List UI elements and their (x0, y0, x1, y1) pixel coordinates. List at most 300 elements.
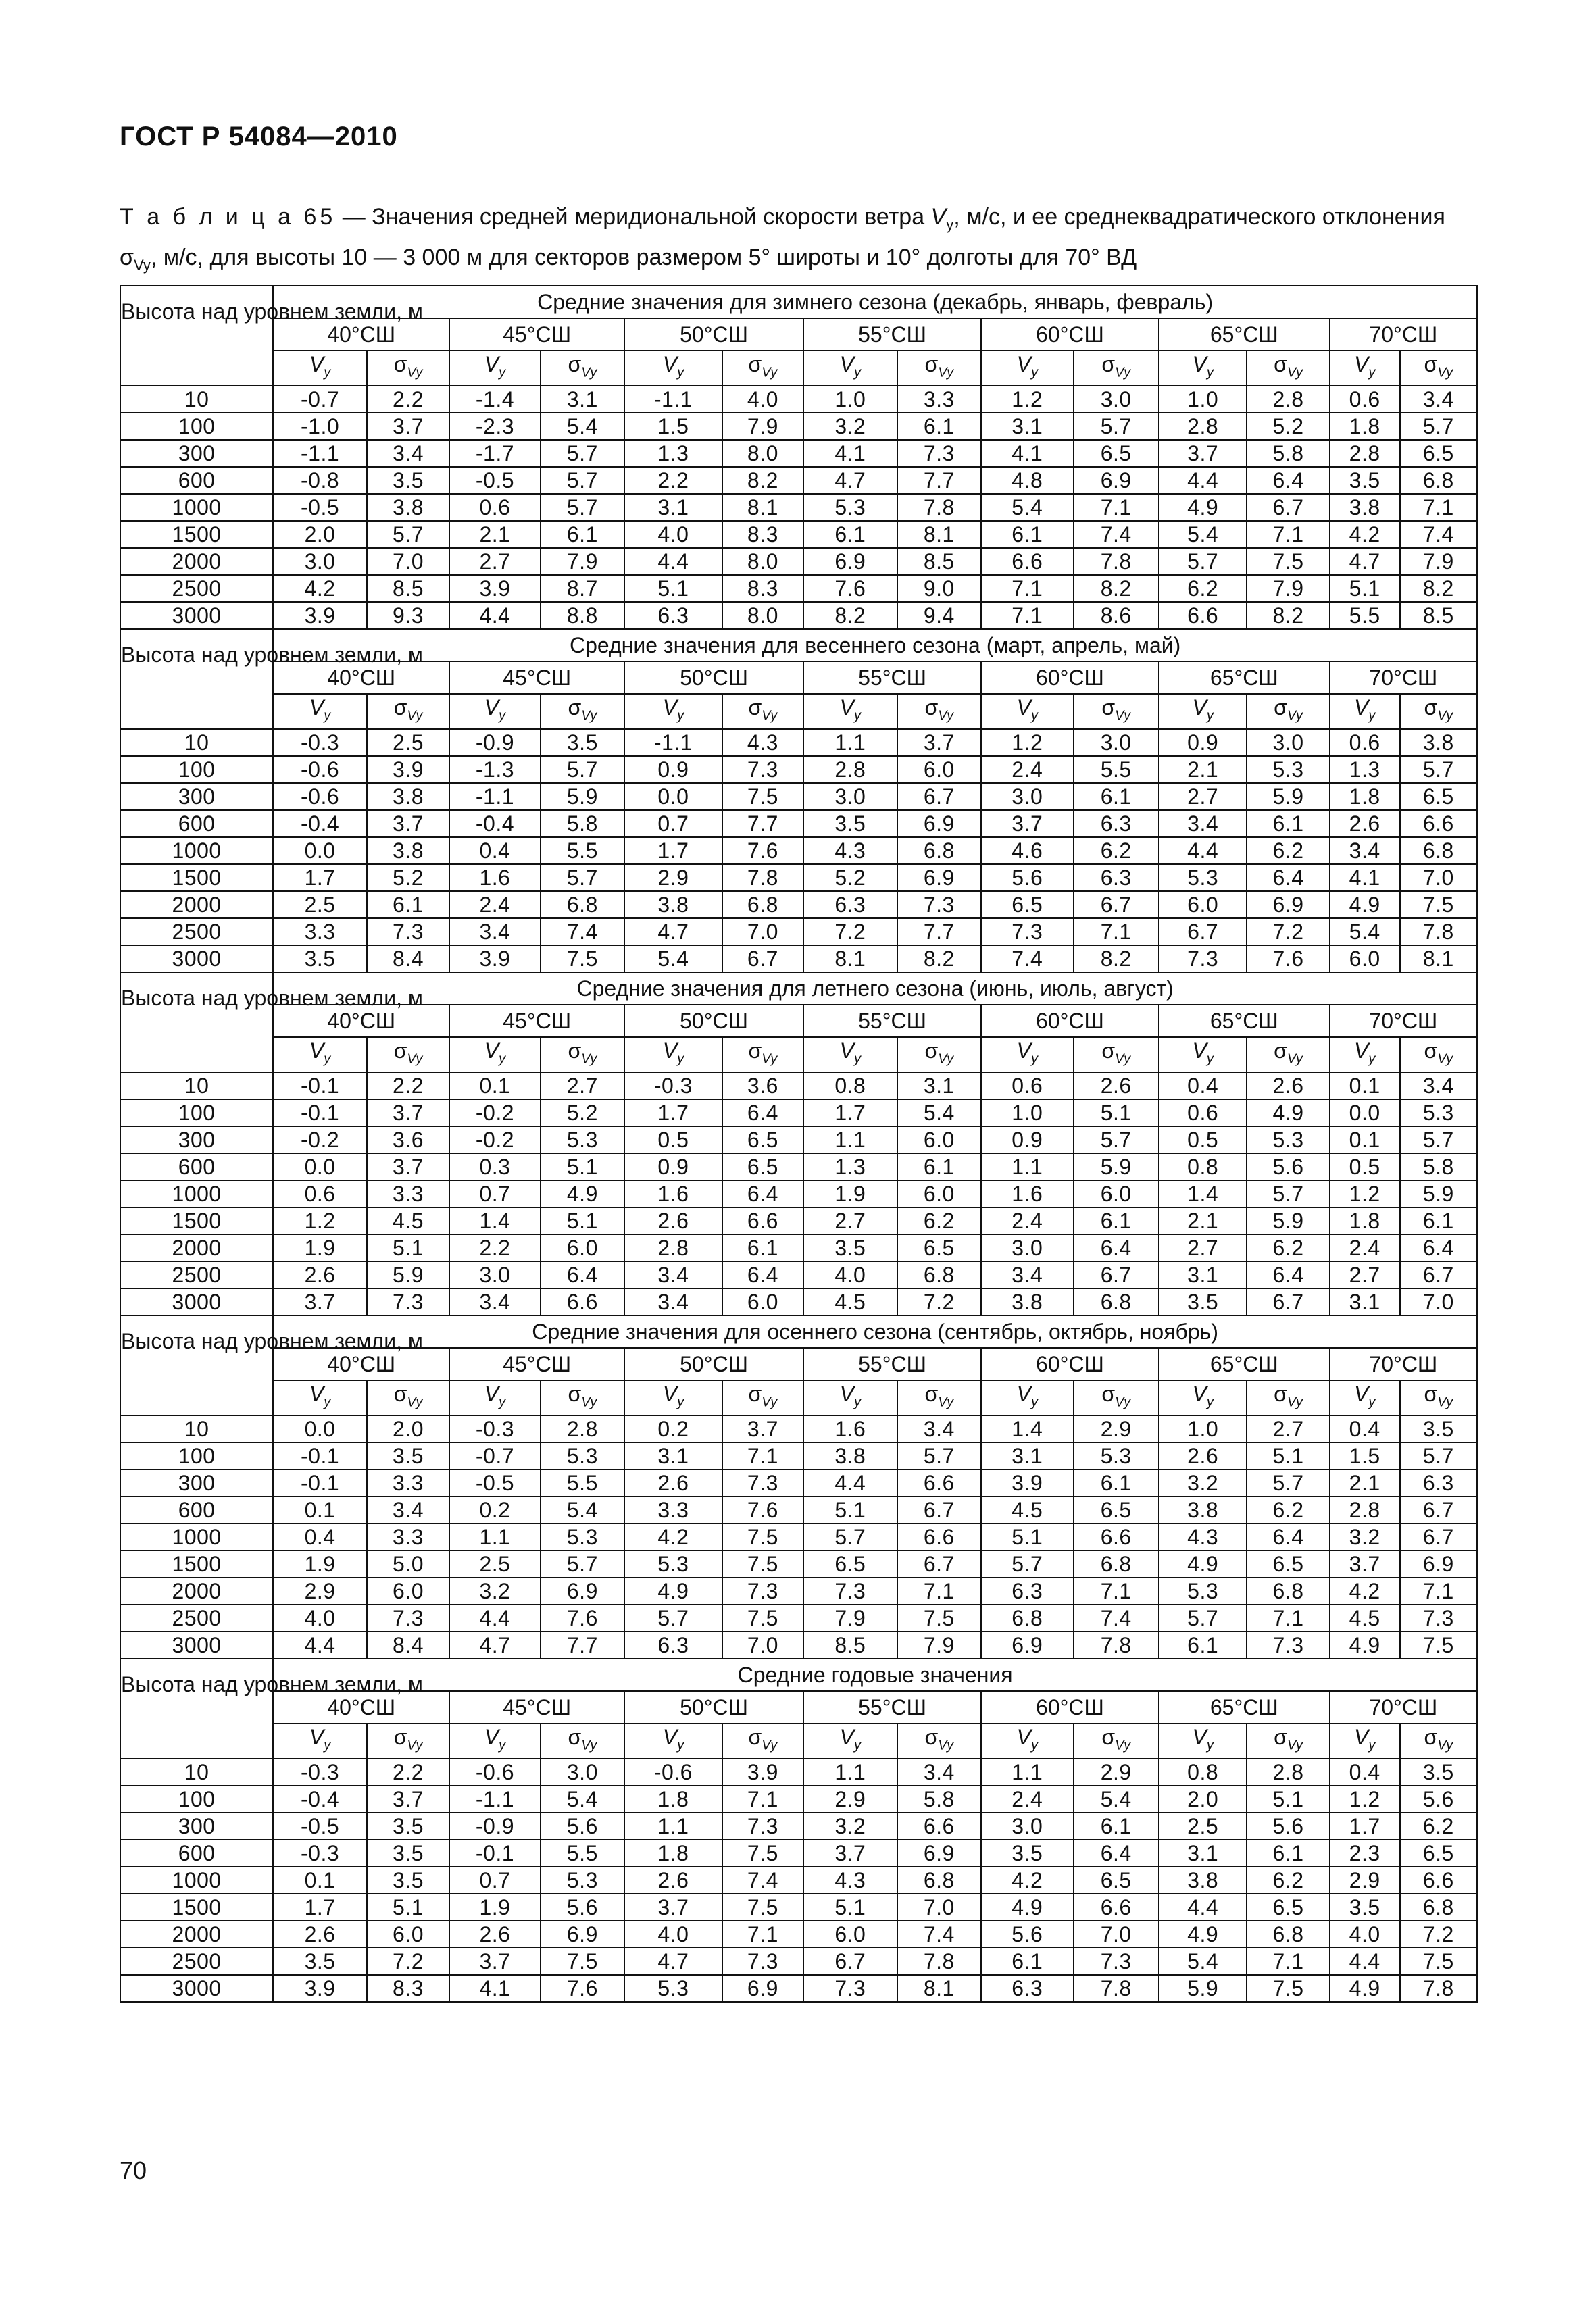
sigma-value-cell: 5.1 (367, 1234, 449, 1261)
sigma-symbol-subscript: Vy (1437, 365, 1453, 380)
sigma-symbol-header (722, 1037, 803, 1072)
v-symbol-header (273, 1380, 367, 1415)
sigma-value-cell: 3.0 (541, 1759, 624, 1786)
sigma-symbol-subscript: Vy (1115, 1394, 1131, 1410)
v-value-cell: 5.7 (624, 1605, 722, 1632)
sigma-symbol-subscript: Vy (581, 1051, 597, 1067)
sigma-value-cell: 6.3 (1074, 810, 1159, 837)
v-value-cell: -0.9 (449, 729, 541, 756)
v-value-cell: 4.9 (1330, 891, 1400, 918)
v-value-cell: 5.3 (1159, 864, 1247, 891)
v-value-cell: 5.5 (1330, 602, 1400, 629)
v-value-cell: 1.7 (803, 1099, 897, 1126)
v-value-cell: 3.0 (449, 1261, 541, 1288)
table-row (120, 783, 1477, 810)
sigma-value-cell: 9.0 (897, 575, 981, 602)
v-value-cell: 6.9 (803, 548, 897, 575)
sigma-value-cell: 3.3 (367, 1180, 449, 1207)
v-value-cell: 3.5 (981, 1840, 1074, 1867)
v-value-cell: 1.1 (981, 1759, 1074, 1786)
latitude-header: 50°СШ (624, 1005, 803, 1037)
v-value-cell: 6.6 (1159, 602, 1247, 629)
latitude-header: 45°СШ (449, 1691, 624, 1724)
sigma-symbol-header (1074, 1380, 1159, 1415)
v-value-cell: 1.2 (1330, 1786, 1400, 1813)
sigma-value-cell: 5.1 (1247, 1786, 1329, 1813)
table-row (120, 467, 1477, 494)
table-row (120, 1759, 1477, 1786)
v-value-cell: 4.4 (1159, 837, 1247, 864)
v-value-cell: 0.3 (449, 1153, 541, 1180)
sigma-value-cell: 7.8 (722, 864, 803, 891)
v-value-cell: -1.1 (449, 783, 541, 810)
height-cell: 300 (120, 440, 273, 467)
season-title-row (120, 1315, 1477, 1348)
sigma-symbol-subscript: Vy (938, 708, 954, 724)
sigma-value-cell: 6.8 (722, 891, 803, 918)
v-value-cell: 2.8 (1159, 413, 1247, 440)
sigma-value-cell: 6.3 (1074, 864, 1159, 891)
sigma-value-cell: 7.3 (722, 1469, 803, 1496)
v-value-cell: 0.6 (273, 1180, 367, 1207)
sigma-symbol: σ (393, 351, 407, 376)
sigma-value-cell: 5.7 (1400, 413, 1477, 440)
caption-text-1: — Значения средней меридиональной скорости ветра (336, 204, 931, 230)
v-symbol-header (1330, 1037, 1400, 1072)
sigma-value-cell: 5.5 (541, 1840, 624, 1867)
v-value-cell: 6.7 (803, 1948, 897, 1975)
v-value-cell: 0.1 (273, 1867, 367, 1894)
sigma-value-cell: 8.2 (722, 467, 803, 494)
sigma-value-cell: 5.7 (1400, 1442, 1477, 1469)
sigma-value-cell: 3.4 (367, 440, 449, 467)
sigma-value-cell: 6.0 (367, 1921, 449, 1948)
sigma-value-cell: 3.7 (722, 1415, 803, 1442)
sigma-value-cell: 6.4 (1400, 1234, 1477, 1261)
sigma-symbol: σ (924, 1724, 939, 1749)
sigma-symbol-subscript: Vy (581, 365, 597, 380)
latitude-header: 45°СШ (449, 318, 624, 351)
v-value-cell: 2.4 (981, 756, 1074, 783)
sigma-value-cell: 7.3 (897, 891, 981, 918)
v-value-cell: 3.1 (1330, 1288, 1400, 1315)
v-symbol-subscript: y (854, 365, 861, 380)
sigma-symbol-subscript: Vy (407, 365, 423, 380)
sigma-value-cell: 3.7 (367, 1099, 449, 1126)
v-value-cell: 0.7 (449, 1180, 541, 1207)
sigma-value-cell: 5.7 (1247, 1180, 1329, 1207)
height-cell: 1500 (120, 521, 273, 548)
v-symbol-subscript: y (499, 1738, 506, 1753)
sigma-value-cell: 6.8 (897, 1867, 981, 1894)
v-symbol-subscript: y (1206, 365, 1214, 380)
sigma-value-cell: 7.6 (541, 1605, 624, 1632)
v-value-cell: 1.8 (624, 1840, 722, 1867)
v-value-cell: 1.0 (1159, 386, 1247, 413)
table-row (120, 440, 1477, 467)
v-value-cell: -0.3 (449, 1415, 541, 1442)
sigma-value-cell: 6.1 (541, 521, 624, 548)
latitude-header: 70°СШ (1330, 1691, 1477, 1724)
v-value-cell: 2.6 (624, 1207, 722, 1234)
sigma-value-cell: 6.8 (1400, 1894, 1477, 1921)
v-symbol: V (484, 351, 499, 376)
sigma-value-cell: 5.2 (1247, 413, 1329, 440)
v-symbol-header (981, 1724, 1074, 1759)
table-row (120, 945, 1477, 972)
v-value-cell: -0.1 (273, 1469, 367, 1496)
v-value-cell: 4.9 (1159, 1551, 1247, 1578)
v-value-cell: 4.1 (1330, 864, 1400, 891)
sigma-value-cell: 6.1 (722, 1234, 803, 1261)
sigma-value-cell: 5.7 (1247, 1469, 1329, 1496)
v-value-cell: 4.5 (1330, 1605, 1400, 1632)
table-row (120, 1840, 1477, 1867)
height-cell: 2000 (120, 1578, 273, 1605)
v-value-cell: 3.4 (981, 1261, 1074, 1288)
sigma-symbol-header (897, 1724, 981, 1759)
sigma-symbol-header (367, 694, 449, 729)
v-symbol-subscript: y (499, 1051, 506, 1067)
v-value-cell: 6.8 (981, 1605, 1074, 1632)
height-cell: 1500 (120, 1551, 273, 1578)
v-value-cell: 3.5 (803, 810, 897, 837)
sigma-symbol-header (722, 1380, 803, 1415)
sigma-value-cell: 6.4 (1247, 1524, 1329, 1551)
v-symbol: V (1016, 1038, 1031, 1063)
height-cell: 300 (120, 1469, 273, 1496)
v-value-cell: 1.3 (803, 1153, 897, 1180)
v-symbol: V (1192, 1724, 1207, 1749)
v-value-cell: 2.6 (624, 1469, 722, 1496)
table-row (120, 1975, 1477, 2002)
sigma-value-cell: 5.0 (367, 1551, 449, 1578)
latitude-header: 45°СШ (449, 1005, 624, 1037)
sigma-value-cell: 7.8 (1074, 1632, 1159, 1659)
sigma-value-cell: 6.7 (722, 945, 803, 972)
v-symbol-header (273, 351, 367, 386)
v-value-cell: -0.5 (449, 1469, 541, 1496)
sigma-value-cell: 7.7 (897, 918, 981, 945)
sigma-value-cell: 5.1 (541, 1153, 624, 1180)
v-symbol: V (662, 1038, 678, 1063)
sigma-value-cell: 7.5 (1400, 1948, 1477, 1975)
sigma-symbol-header (367, 1380, 449, 1415)
sigma-value-cell: 6.9 (897, 810, 981, 837)
sigma-value-cell: 3.5 (367, 1867, 449, 1894)
sigma-value-cell: 3.7 (367, 413, 449, 440)
v-symbol-subscript: y (1368, 708, 1376, 724)
latitude-header: 60°СШ (981, 1005, 1159, 1037)
v-symbol-header (981, 1037, 1074, 1072)
v-value-cell: -1.1 (624, 386, 722, 413)
sigma-symbol: σ (568, 1038, 582, 1063)
sigma-value-cell: 3.3 (897, 386, 981, 413)
v-value-cell: 0.2 (449, 1496, 541, 1524)
v-symbol-subscript: y (1206, 1051, 1214, 1067)
v-symbol-header (1159, 1037, 1247, 1072)
sigma-symbol-header (1074, 351, 1159, 386)
sigma-symbol: σ (568, 1724, 582, 1749)
season-title: Средние значения для осеннего сезона (сентябрь, октябрь, ноябрь) (273, 1315, 1477, 1348)
latitude-header: 50°СШ (624, 318, 803, 351)
height-header-cell: Высота над уровнем земли, м (120, 972, 273, 1072)
sigma-value-cell: 3.9 (722, 1759, 803, 1786)
sigma-value-cell: 6.7 (1400, 1524, 1477, 1551)
v-value-cell: 5.2 (803, 864, 897, 891)
v-value-cell: 3.2 (803, 413, 897, 440)
v-value-cell: 4.4 (273, 1632, 367, 1659)
sigma-value-cell: 7.5 (722, 1524, 803, 1551)
sigma-value-cell: 7.3 (722, 1948, 803, 1975)
v-value-cell: 1.4 (449, 1207, 541, 1234)
v-symbol: V (1353, 695, 1369, 720)
sigma-symbol-header (1247, 694, 1329, 729)
v-symbol-subscript: y (324, 708, 331, 724)
symbol-header-row (120, 1037, 1477, 1072)
v-value-cell: 4.9 (1159, 494, 1247, 521)
sigma-value-cell: 3.4 (367, 1496, 449, 1524)
sigma-value-cell: 2.9 (1074, 1415, 1159, 1442)
v-symbol: V (1192, 1381, 1207, 1406)
sigma-value-cell: 5.4 (541, 1786, 624, 1813)
sigma-symbol: σ (1101, 1724, 1116, 1749)
v-value-cell: 1.1 (803, 1126, 897, 1153)
sigma-value-cell: 2.2 (367, 386, 449, 413)
sigma-value-cell: 6.4 (722, 1099, 803, 1126)
sigma-value-cell: 8.1 (897, 521, 981, 548)
sigma-value-cell: 5.7 (1400, 756, 1477, 783)
v-symbol: V (662, 1381, 678, 1406)
sigma-value-cell: 6.0 (1074, 1180, 1159, 1207)
v-value-cell: 6.0 (1330, 945, 1400, 972)
sigma-value-cell: 5.4 (897, 1099, 981, 1126)
sigma-value-cell: 5.4 (541, 413, 624, 440)
sigma-symbol-subscript: Vy (407, 708, 423, 724)
latitude-header: 55°СШ (803, 1691, 981, 1724)
sigma-value-cell: 5.9 (1247, 1207, 1329, 1234)
v-value-cell: 2.1 (1159, 756, 1247, 783)
table-row (120, 1786, 1477, 1813)
sigma-value-cell: 6.2 (1247, 1496, 1329, 1524)
v-value-cell: 0.9 (624, 756, 722, 783)
sigma-symbol-subscript: Vy (407, 1051, 423, 1067)
v-value-cell: 3.7 (449, 1948, 541, 1975)
v-symbol-header (449, 1380, 541, 1415)
v-symbol: V (839, 1381, 854, 1406)
v-symbol-subscript: y (1030, 365, 1038, 380)
sigma-value-cell: 5.3 (541, 1442, 624, 1469)
height-cell: 2500 (120, 918, 273, 945)
v-value-cell: 4.2 (1330, 1578, 1400, 1605)
table-caption (120, 201, 1478, 282)
v-value-cell: 4.0 (624, 521, 722, 548)
v-symbol: V (484, 1724, 499, 1749)
sigma-symbol-header (1074, 1724, 1159, 1759)
sigma-symbol: σ (748, 351, 762, 376)
sigma-value-cell: 3.5 (541, 729, 624, 756)
sigma-value-cell: 7.4 (1074, 1605, 1159, 1632)
v-value-cell: 6.3 (981, 1578, 1074, 1605)
sigma-symbol: σ (393, 1724, 407, 1749)
sigma-value-cell: 5.3 (1074, 1442, 1159, 1469)
sigma-value-cell: 7.0 (1400, 864, 1477, 891)
v-symbol: V (484, 695, 499, 720)
v-value-cell: 3.9 (273, 1975, 367, 2002)
sigma-value-cell: 4.3 (722, 729, 803, 756)
sigma-value-cell: 4.9 (1247, 1099, 1329, 1126)
v-symbol: V (839, 695, 854, 720)
sigma-symbol: σ (1101, 695, 1116, 720)
v-value-cell: 4.7 (449, 1632, 541, 1659)
sigma-value-cell: 2.0 (367, 1415, 449, 1442)
v-value-cell: 6.0 (803, 1921, 897, 1948)
sigma-value-cell: 7.1 (1400, 1578, 1477, 1605)
sigma-value-cell: 3.5 (367, 1840, 449, 1867)
symbol-header-row (120, 694, 1477, 729)
height-cell: 10 (120, 1759, 273, 1786)
sigma-symbol-header (1247, 1380, 1329, 1415)
table-row (120, 1234, 1477, 1261)
sigma-value-cell: 3.7 (897, 729, 981, 756)
sigma-value-cell: 7.3 (1074, 1948, 1159, 1975)
v-symbol-header (273, 694, 367, 729)
latitude-header: 40°СШ (273, 1348, 449, 1380)
height-cell: 3000 (120, 1975, 273, 2002)
v-value-cell: 1.7 (624, 1099, 722, 1126)
v-value-cell: 0.9 (981, 1126, 1074, 1153)
sigma-value-cell: 6.6 (1400, 810, 1477, 837)
v-symbol-subscript: y (677, 1394, 684, 1410)
sigma-value-cell: 6.0 (722, 1288, 803, 1315)
sigma-value-cell: 6.9 (722, 1975, 803, 2002)
v-value-cell: 4.9 (1159, 1921, 1247, 1948)
sigma-value-cell: 7.1 (1247, 1948, 1329, 1975)
v-value-cell: 3.7 (1330, 1551, 1400, 1578)
v-value-cell: 1.6 (981, 1180, 1074, 1207)
v-value-cell: 2.4 (1330, 1234, 1400, 1261)
v-value-cell: 7.2 (803, 918, 897, 945)
v-value-cell: 6.1 (803, 521, 897, 548)
sigma-value-cell: 6.2 (1247, 1234, 1329, 1261)
sigma-value-cell: 6.8 (1074, 1551, 1159, 1578)
sigma-symbol-header (897, 351, 981, 386)
v-value-cell: 1.3 (624, 440, 722, 467)
v-value-cell: 1.2 (981, 729, 1074, 756)
v-value-cell: 5.9 (1159, 1975, 1247, 2002)
v-value-cell: 2.6 (273, 1921, 367, 1948)
sigma-value-cell: 6.8 (1247, 1921, 1329, 1948)
sigma-value-cell: 6.8 (1074, 1288, 1159, 1315)
v-value-cell: 3.1 (624, 494, 722, 521)
table-row (120, 1867, 1477, 1894)
height-cell: 2000 (120, 1921, 273, 1948)
v-value-cell: 4.7 (1330, 548, 1400, 575)
v-symbol-header (449, 1724, 541, 1759)
v-value-cell: 0.6 (981, 1072, 1074, 1099)
sigma-value-cell: 6.9 (1074, 467, 1159, 494)
v-value-cell: 8.2 (803, 602, 897, 629)
sigma-value-cell: 7.1 (1400, 494, 1477, 521)
v-value-cell: 4.2 (624, 1524, 722, 1551)
v-value-cell: 1.2 (981, 386, 1074, 413)
v-value-cell: 4.1 (803, 440, 897, 467)
v-value-cell: 1.7 (273, 864, 367, 891)
v-symbol-subscript: y (1206, 1738, 1214, 1753)
sigma-value-cell: 6.4 (1074, 1234, 1159, 1261)
sigma-symbol-header (541, 694, 624, 729)
v-value-cell: -0.7 (449, 1442, 541, 1469)
sigma-symbol-subscript: Vy (1437, 1051, 1453, 1067)
sigma-value-cell: 8.5 (1400, 602, 1477, 629)
sigma-value-cell: 6.7 (1247, 494, 1329, 521)
v-value-cell: -0.7 (273, 386, 367, 413)
v-value-cell: -0.6 (273, 756, 367, 783)
v-value-cell: 4.9 (1330, 1975, 1400, 2002)
sigma-value-cell: 5.6 (1247, 1153, 1329, 1180)
v-value-cell: 2.4 (449, 891, 541, 918)
sigma-value-cell: 5.1 (367, 1894, 449, 1921)
sigma-symbol-subscript: Vy (1437, 1738, 1453, 1753)
sigma-value-cell: 6.4 (541, 1261, 624, 1288)
sigma-symbol-header (541, 1037, 624, 1072)
v-value-cell: -0.6 (624, 1759, 722, 1786)
table-row (120, 1153, 1477, 1180)
sigma-value-cell: 2.9 (1074, 1759, 1159, 1786)
sigma-symbol: σ (1424, 351, 1438, 376)
sigma-symbol: σ (1101, 1038, 1116, 1063)
v-value-cell: 4.4 (803, 1469, 897, 1496)
v-value-cell: 6.5 (803, 1551, 897, 1578)
sigma-value-cell: 5.6 (541, 1813, 624, 1840)
sigma-symbol: σ (1424, 1038, 1438, 1063)
v-symbol-subscript: y (854, 1051, 861, 1067)
caption-v-subscript: y (946, 216, 954, 233)
table-row (120, 548, 1477, 575)
height-cell: 1000 (120, 1180, 273, 1207)
sigma-value-cell: 7.3 (1247, 1632, 1329, 1659)
sigma-symbol-subscript: Vy (581, 1738, 597, 1753)
v-value-cell: 1.0 (803, 386, 897, 413)
v-value-cell: 2.6 (1159, 1442, 1247, 1469)
sigma-value-cell: 5.7 (541, 1551, 624, 1578)
v-value-cell: 0.8 (1159, 1759, 1247, 1786)
v-value-cell: 4.4 (1159, 467, 1247, 494)
v-value-cell: 3.4 (624, 1288, 722, 1315)
latitude-header: 45°СШ (449, 661, 624, 694)
sigma-value-cell: 7.6 (722, 1496, 803, 1524)
v-value-cell: -1.3 (449, 756, 541, 783)
sigma-value-cell: 5.9 (1247, 783, 1329, 810)
sigma-value-cell: 3.7 (367, 810, 449, 837)
symbol-header-row (120, 1380, 1477, 1415)
sigma-symbol-header (1400, 1724, 1477, 1759)
sigma-value-cell: 6.2 (1247, 1867, 1329, 1894)
v-value-cell: 6.1 (981, 1948, 1074, 1975)
v-value-cell: 3.8 (803, 1442, 897, 1469)
v-symbol-header (1330, 351, 1400, 386)
sigma-symbol: σ (568, 695, 582, 720)
height-cell: 300 (120, 1126, 273, 1153)
v-value-cell: -1.0 (273, 413, 367, 440)
v-value-cell: 0.4 (273, 1524, 367, 1551)
sigma-value-cell: 6.1 (1074, 1469, 1159, 1496)
v-value-cell: 3.5 (1330, 1894, 1400, 1921)
symbol-header-row (120, 351, 1477, 386)
v-value-cell: 0.2 (624, 1415, 722, 1442)
v-value-cell: 7.1 (981, 602, 1074, 629)
v-value-cell: 2.8 (1330, 440, 1400, 467)
